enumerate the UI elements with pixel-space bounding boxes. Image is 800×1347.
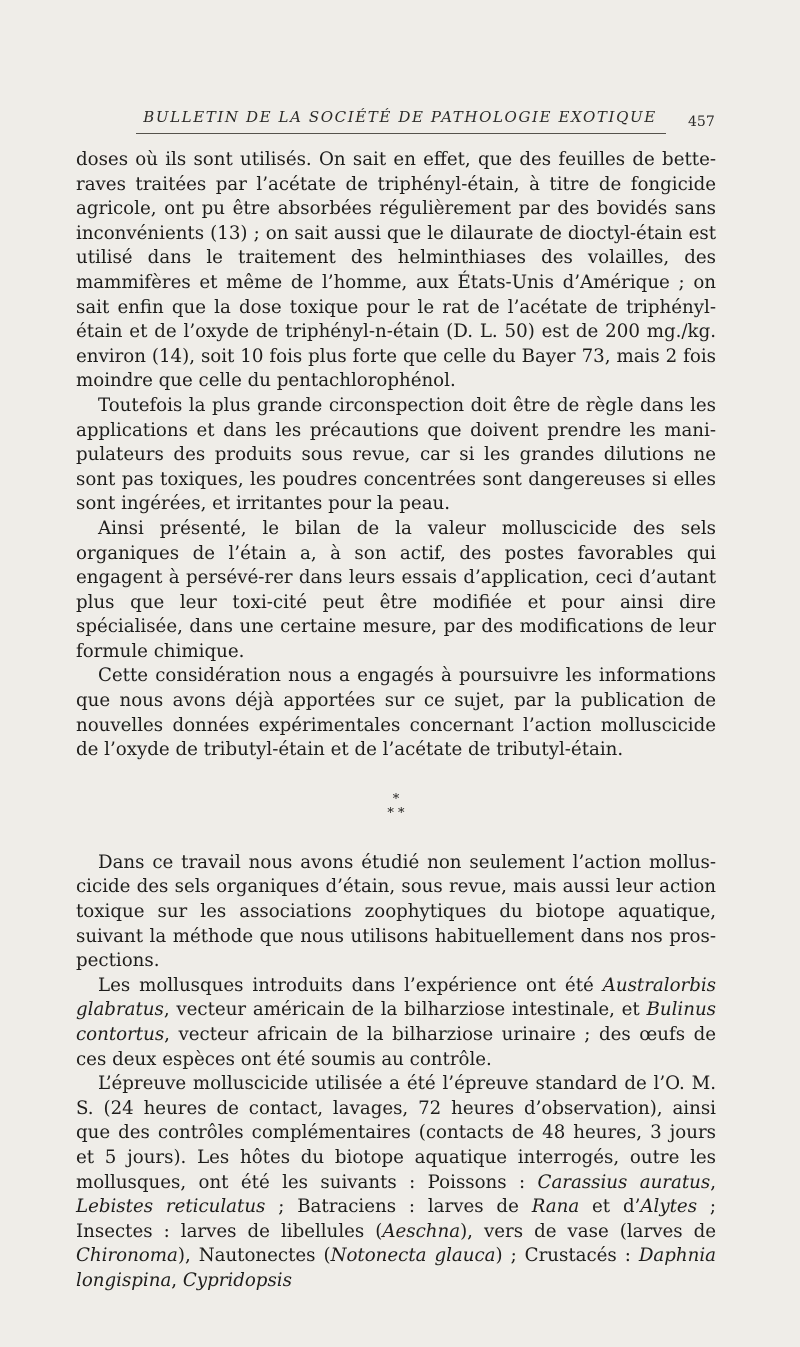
text-run: Les mollusques introduits dans l’expérience ont été [98,974,603,996]
header-rule [136,133,666,134]
page-number: 457 [688,114,715,130]
text-run: ), vers de vase (larves de [460,1220,716,1242]
species-name: Rana [531,1196,580,1218]
paragraph-test-protocol [76,1072,716,1293]
species-name: Notonecta glauca [330,1245,496,1267]
paragraph-purpose: Cette considération nous a engagés à poursuivre les informations que nous avons déjà apportées sur ce sujet, par la publication de nouvelles données expérimentales concernant l’action molluscicide de l’oxyde de tributyl-étain et de l’acétate de tributyl-étain. [76,665,716,761]
species-name: Cypridopsis [182,1269,292,1291]
separator-star-bottom: * * [387,805,405,821]
species-name: Carassius auratus [537,1171,711,1193]
separator-star-top: * [392,791,400,807]
text-run: ; Batraciens : larves de [265,1196,532,1218]
species-name: Aeschna [382,1220,461,1242]
species-name: Lebistes reticulatus [76,1196,266,1218]
species-name: Bulinus contortus [76,999,716,1045]
species-name: Australorbis glabratus [76,974,716,1021]
text-run: ; Insectes : larves de libellules ( [76,1196,716,1242]
paragraph-molluscs [76,974,716,1072]
running-header: BULLETIN DE LA SOCIÉTÉ DE PATHOLOGIE EXOTIQUE [143,108,657,126]
text-run: ), Nautonectes ( [177,1245,331,1267]
text-run: et d’ [579,1196,641,1218]
text-run: , vecteur américain de la bilharziose intestinale, et [163,999,647,1021]
paragraph-precautions: Toutefois la plus grande circonspection doit être de règle dans les applications et dans les précautions que doivent prendre les mani-pulateurs des produits sous revue, car si les grandes dilutions ne sont pas toxiques, les poudres concentrées sont dangereuses si elles sont ingérées, et irritantes pour la peau. [76,394,716,515]
text-run: , vecteur africain de la bilharziose urinaire ; des œufs de ces deux espèces ont été soumis au contrôle. [76,1024,716,1070]
section-separator [76,793,716,821]
paragraph-continued: doses où ils sont utilisés. On sait en effet, que des feuilles de bette-raves traitées par l’acétate de triphényl-étain, à titre de fongicide agricole, ont pu être absorbées régulièrement par des bovidés sans inconvénients (13) ; on sait aussi que le dilaurate de dioctyl-étain est utilisé dans le traitement des helminthiases des volailles, des mammifères et même de l’homme, aux États-Unis d’Amérique ; on sait enfin que la dose toxique pour le rat de l’acétate de triphényl-étain et de l’oxyde de triphényl-n-étain (D. L. 50) est de 200 mg./kg. environ (14), soit 10 fois plus forte que celle du Bayer 73, mais 2 fois moindre que celle du pentachlorophénol. [76,149,716,392]
species-name: Alytes [640,1196,698,1218]
species-name: Chironoma [76,1245,178,1267]
article-body [76,148,716,1294]
text-run: L’épreuve molluscicide utilisée a été l’épreuve standard de l’O. M. S. (24 heures de contact, lavages, 72 heures d’observation), ainsi que des contrôles complémentaires (contacts de 48 heures, 3 jours et 5 jours). Les hôtes du biotope aquatique interrogés, outre les mollusques, ont été les suivants : Poissons : [76,1073,716,1193]
text-run: , [710,1171,717,1193]
text-run: ) ; Crustacés : [495,1245,639,1267]
species-name: Daphnia longispina [76,1245,716,1291]
paragraph-summary: Ainsi présenté, le bilan de la valeur molluscicide des sels organiques de l’étain a, à son actif, des postes favorables qui engagent à persévé-rer dans leurs essais d’application, ceci d’autant plus que leur toxi-cité peut être modifiée et pour ainsi dire spécialisée, dans une certaine mesure, par des modifications de leur formule chimique. [76,517,716,662]
paragraph-method: Dans ce travail nous avons étudié non seulement l’action mollus-cicide des sels organiques d’étain, sous revue, mais aussi leur action toxique sur les associations zoophytiques du biotope aquatique, suivant la méthode que nous utilisons habituellement dans nos pros-pections. [76,851,716,972]
text-run: , [171,1269,183,1291]
